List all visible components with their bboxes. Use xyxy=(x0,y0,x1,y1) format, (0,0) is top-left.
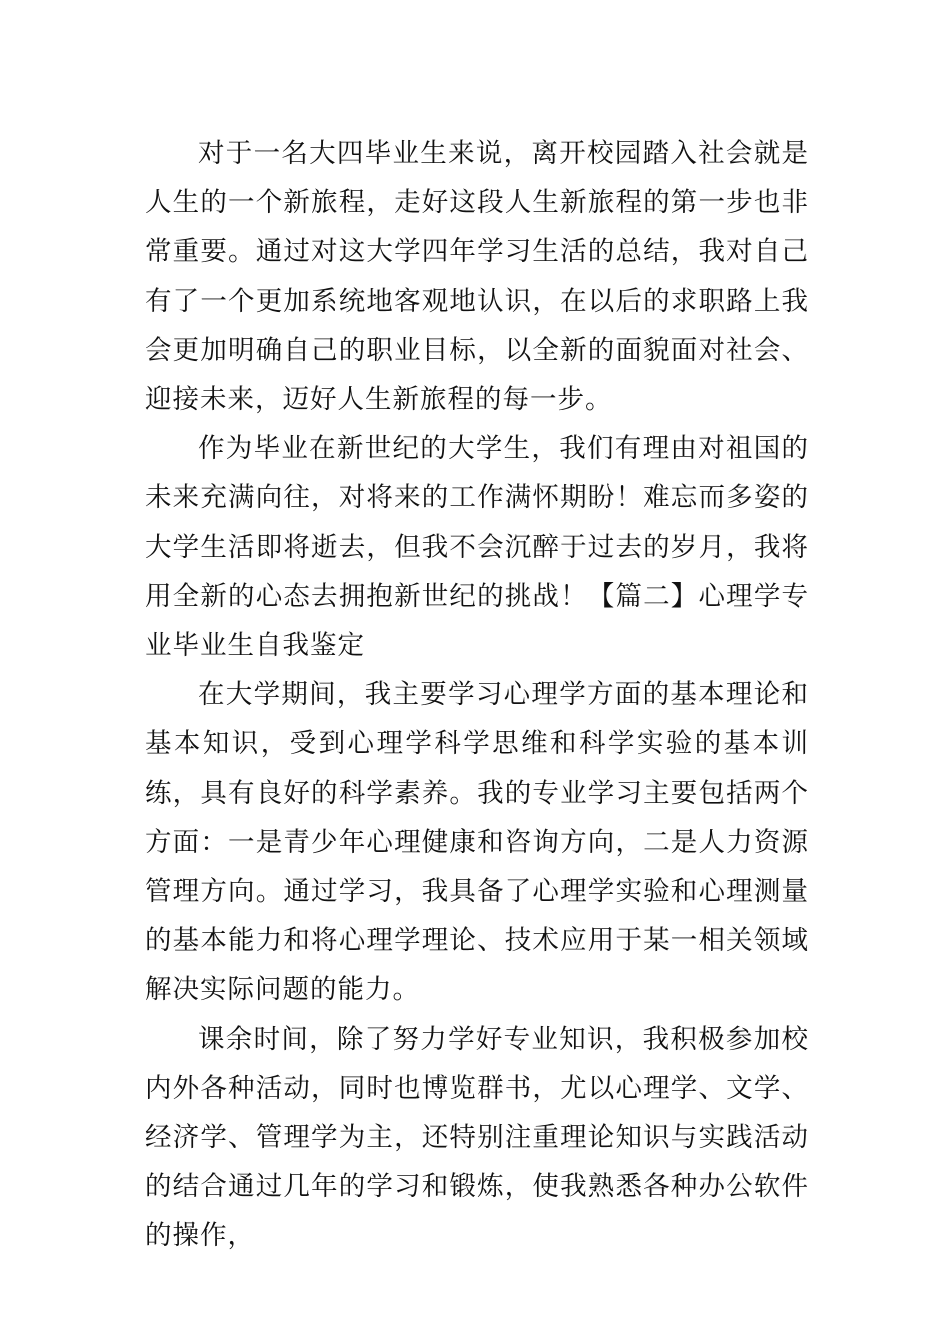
document-body xyxy=(145,129,809,1261)
paragraph-3: 在大学期间，我主要学习心理学方面的基本理论和基本知识，受到心理学科学思维和科学实验的基本训练，具有良好的科学素养。我的专业学习主要包括两个方面：一是青少年心理健康和咨询方向，二是人力资源管理方向。通过学习，我具备了心理学实验和心理测量的基本能力和将心理学理论、技术应用于某一相关领域解决实际问题的能力。 xyxy=(145,679,809,1006)
paragraph-2: 作为毕业在新世纪的大学生，我们有理由对祖国的未来充满向往，对将来的工作满怀期盼！难忘而多姿的大学生活即将逝去，但我不会沉醉于过去的岁月，我将用全新的心态去拥抱新世纪的挑战！【篇二】心理学专业毕业生自我鉴定 xyxy=(145,433,809,662)
paragraph-1: 对于一名大四毕业生来说，离开校园踏入社会就是人生的一个新旅程，走好这段人生新旅程的第一步也非常重要。通过对这大学四年学习生活的总结，我对自己有了一个更加系统地客观地认识，在以后的求职路上我会更加明确自己的职业目标，以全新的面貌面对社会、迎接未来，迈好人生新旅程的每一步。 xyxy=(145,138,809,416)
paragraph-4: 课余时间，除了努力学好专业知识，我积极参加校内外各种活动，同时也博览群书，尤以心理学、文学、经济学、管理学为主，还特别注重理论知识与实践活动的结合通过几年的学习和锻炼，使我熟悉各种办公软件的操作， xyxy=(145,1023,809,1252)
